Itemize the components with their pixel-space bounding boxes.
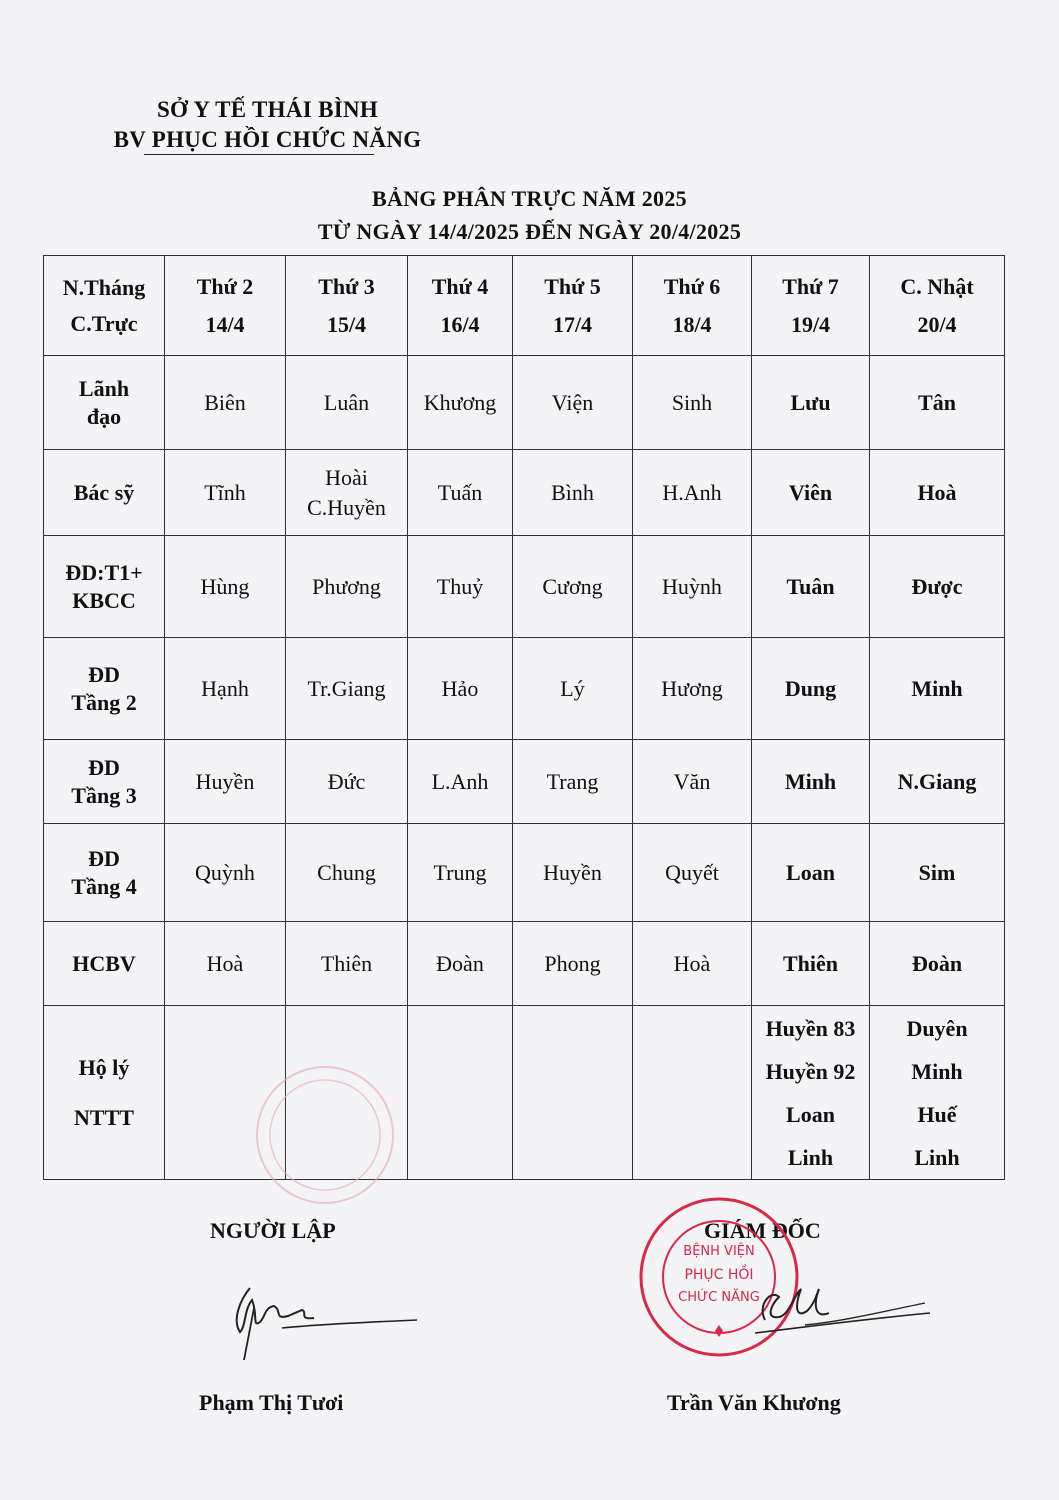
staff-name: Minh	[911, 675, 963, 701]
staff-name: Văn	[673, 768, 711, 794]
day-date: 20/4	[917, 311, 957, 337]
duty-cell	[752, 356, 870, 450]
duty-cell	[513, 1006, 633, 1180]
duty-cell	[633, 922, 752, 1006]
duty-cell	[165, 922, 286, 1006]
duty-cell	[870, 356, 1005, 450]
staff-name: Hoà	[917, 479, 957, 505]
duty-cell	[870, 922, 1005, 1006]
duty-cell	[408, 450, 513, 536]
day-date: 18/4	[672, 311, 712, 337]
duty-cell	[408, 536, 513, 638]
duty-cell	[165, 638, 286, 740]
duty-cell	[408, 638, 513, 740]
staff-name: Tuân	[786, 573, 835, 599]
staff-name: Tĩnh	[204, 479, 246, 505]
duty-cell	[870, 824, 1005, 922]
staff-name: Đức	[327, 768, 366, 794]
row-label-line: đạo	[86, 403, 122, 429]
document-date-range: TỪ NGÀY 14/4/2025 ĐẾN NGÀY 20/4/2025	[317, 219, 742, 244]
row-label-cell	[44, 824, 165, 922]
duty-cell	[408, 740, 513, 824]
day-header-cell	[752, 256, 870, 356]
day-date: 15/4	[326, 311, 367, 337]
table-row	[44, 824, 1005, 922]
duty-cell	[165, 450, 286, 536]
document-title: BẢNG PHÂN TRỰC NĂM 2025	[372, 186, 687, 211]
staff-name: Linh	[914, 1144, 960, 1170]
preparer-signature-image	[222, 1280, 422, 1360]
duty-cell	[870, 740, 1005, 824]
row-label-cell	[44, 1006, 165, 1180]
duty-cell	[286, 450, 408, 536]
day-name: Thứ 3	[318, 273, 375, 299]
staff-name: Tuấn	[437, 479, 483, 505]
day-header-cell	[286, 256, 408, 356]
staff-name: Trung	[433, 859, 487, 885]
corner-cell	[44, 256, 165, 356]
staff-name: Loan	[786, 859, 835, 885]
row-label-cell	[44, 450, 165, 536]
staff-name: Dung	[784, 675, 837, 701]
row-label-cell	[44, 740, 165, 824]
staff-name: Duyên	[906, 1015, 968, 1041]
staff-name: Huế	[917, 1101, 957, 1127]
duty-cell	[408, 356, 513, 450]
duty-cell	[870, 536, 1005, 638]
staff-name: Loan	[786, 1101, 835, 1127]
staff-name: Huyền 83	[765, 1015, 856, 1041]
duty-cell	[633, 824, 752, 922]
table-row	[44, 740, 1005, 824]
duty-cell	[752, 740, 870, 824]
day-date: 14/4	[205, 311, 245, 337]
staff-name: Sim	[918, 859, 956, 885]
staff-name: Hùng	[200, 573, 250, 599]
staff-name: Hoài	[325, 464, 368, 490]
staff-name: Tân	[918, 389, 956, 415]
staff-name: Khương	[423, 389, 497, 415]
day-name: C. Nhật	[900, 273, 974, 299]
row-label-line: Tầng 2	[71, 689, 137, 715]
duty-cell	[165, 356, 286, 450]
staff-name: Hảo	[441, 675, 479, 701]
duty-cell	[286, 356, 408, 450]
day-name: Thứ 4	[431, 273, 489, 299]
preparer-title: NGƯỜI LẬP	[210, 1218, 336, 1243]
duty-cell	[408, 824, 513, 922]
duty-cell	[633, 638, 752, 740]
staff-name: Luân	[323, 389, 370, 415]
day-header-cell	[165, 256, 286, 356]
duty-cell	[752, 922, 870, 1006]
table-row	[44, 1006, 1005, 1180]
day-header-cell	[870, 256, 1005, 356]
row-label-line: Lãnh	[78, 375, 130, 401]
schedule-body	[44, 256, 1005, 1180]
duty-cell	[752, 638, 870, 740]
director-name: Trần Văn Khương	[667, 1390, 841, 1415]
duty-cell	[752, 536, 870, 638]
duty-cell	[752, 1006, 870, 1180]
row-label-line: ĐD:T1+	[65, 559, 143, 585]
director-title: GIÁM ĐỐC	[704, 1218, 821, 1243]
day-header-cell	[513, 256, 633, 356]
duty-cell	[752, 824, 870, 922]
staff-name: Thiên	[320, 950, 373, 976]
director-signature-image	[745, 1275, 935, 1345]
staff-name: Huyền	[543, 859, 602, 885]
duty-cell	[513, 638, 633, 740]
duty-cell	[870, 450, 1005, 536]
staff-name: Huyền	[195, 768, 255, 794]
preparer-name: Phạm Thị Tươi	[199, 1390, 344, 1415]
staff-name: Phong	[544, 950, 601, 976]
duty-cell	[633, 1006, 752, 1180]
row-label-line: ĐD	[88, 845, 120, 871]
staff-name: Tr.Giang	[307, 675, 386, 701]
staff-name: Thiên	[782, 950, 839, 976]
row-label-line: ĐD	[88, 754, 120, 780]
staff-name: Hoà	[206, 950, 244, 976]
duty-cell	[286, 638, 408, 740]
row-label-line: Hộ lý	[78, 1054, 130, 1080]
staff-name: Bình	[551, 479, 594, 505]
row-label-cell	[44, 536, 165, 638]
duty-cell	[513, 824, 633, 922]
duty-schedule-table	[43, 255, 1005, 1180]
table-row	[44, 922, 1005, 1006]
staff-name: Đoàn	[436, 950, 484, 976]
stamp-text-3: CHỨC NĂNG	[678, 1290, 760, 1305]
stamp-text-1: BỆNH VIỆN	[683, 1244, 755, 1259]
staff-name: C.Huyền	[307, 494, 386, 520]
duty-cell	[513, 922, 633, 1006]
row-label-line: HCBV	[72, 950, 136, 976]
staff-name: Quyết	[665, 859, 719, 885]
staff-name: Cương	[542, 573, 603, 599]
duty-cell	[752, 450, 870, 536]
staff-name: Chung	[317, 859, 376, 885]
day-name: Thứ 7	[782, 273, 839, 299]
corner-month-label: N.Tháng	[62, 274, 146, 300]
duty-cell	[633, 450, 752, 536]
duty-cell	[633, 536, 752, 638]
staff-name: Hoà	[673, 950, 711, 976]
staff-name: Huỳnh	[662, 573, 722, 599]
duty-cell	[513, 536, 633, 638]
day-date: 19/4	[790, 311, 831, 337]
corner-duty-label: C.Trực	[70, 310, 138, 336]
duty-cell	[513, 356, 633, 450]
staff-name: Lý	[560, 675, 585, 701]
table-row	[44, 450, 1005, 536]
duty-cell	[633, 740, 752, 824]
row-label-line: KBCC	[72, 587, 136, 613]
staff-name: L.Anh	[431, 768, 489, 794]
staff-name: Trang	[546, 768, 599, 794]
duty-cell	[513, 740, 633, 824]
staff-name: Quỳnh	[195, 859, 255, 885]
org-header	[100, 95, 435, 155]
staff-name: Minh	[784, 768, 837, 794]
duty-cell	[870, 1006, 1005, 1180]
table-row	[44, 638, 1005, 740]
duty-cell	[165, 740, 286, 824]
staff-name: H.Anh	[662, 479, 722, 505]
row-label-line: Tầng 4	[71, 873, 137, 899]
department-name: SỞ Y TẾ THÁI BÌNH	[156, 97, 379, 122]
duty-cell	[286, 922, 408, 1006]
staff-name: Huyền 92	[765, 1058, 856, 1084]
faint-stamp-image	[250, 1060, 400, 1210]
staff-name: Viên	[788, 479, 833, 505]
table-header-row	[44, 256, 1005, 356]
duty-cell	[165, 536, 286, 638]
duty-cell	[513, 450, 633, 536]
staff-name: Biên	[204, 389, 246, 415]
row-label-line: NTTT	[74, 1104, 134, 1130]
day-header-cell	[408, 256, 513, 356]
staff-name: Linh	[787, 1144, 834, 1170]
duty-cell	[286, 536, 408, 638]
staff-name: Minh	[911, 1058, 963, 1084]
row-label-line: Tầng 3	[71, 782, 137, 808]
row-label-line: ĐD	[88, 661, 120, 687]
day-date: 16/4	[440, 311, 480, 337]
day-name: Thứ 5	[544, 273, 601, 299]
staff-name: Sinh	[671, 389, 713, 415]
duty-cell	[870, 638, 1005, 740]
row-label-cell	[44, 922, 165, 1006]
day-header-cell	[633, 256, 752, 356]
day-name: Thứ 2	[196, 273, 254, 299]
staff-name: Lưu	[790, 389, 831, 415]
header-underline	[144, 154, 374, 155]
table-row	[44, 356, 1005, 450]
staff-name: Hạnh	[201, 675, 249, 701]
stamp-text-2: PHỤC HỒI	[684, 1267, 754, 1283]
duty-cell	[286, 824, 408, 922]
staff-name: Được	[911, 573, 963, 599]
day-date: 17/4	[552, 311, 593, 337]
staff-name: N.Giang	[897, 768, 977, 794]
row-label-cell	[44, 356, 165, 450]
day-name: Thứ 6	[663, 273, 721, 299]
staff-name: Thuỷ	[436, 573, 484, 599]
row-label-cell	[44, 638, 165, 740]
staff-name: Viện	[551, 389, 594, 415]
duty-cell	[408, 922, 513, 1006]
staff-name: Hương	[661, 675, 723, 701]
duty-cell	[286, 740, 408, 824]
duty-cell	[165, 824, 286, 922]
row-label-line: Bác sỹ	[73, 479, 135, 505]
hospital-name: BV PHỤC HỒI CHỨC NĂNG	[113, 127, 422, 152]
staff-name: Phương	[312, 573, 381, 599]
duty-cell	[633, 356, 752, 450]
table-row	[44, 536, 1005, 638]
duty-cell	[408, 1006, 513, 1180]
staff-name: Đoàn	[911, 950, 963, 976]
